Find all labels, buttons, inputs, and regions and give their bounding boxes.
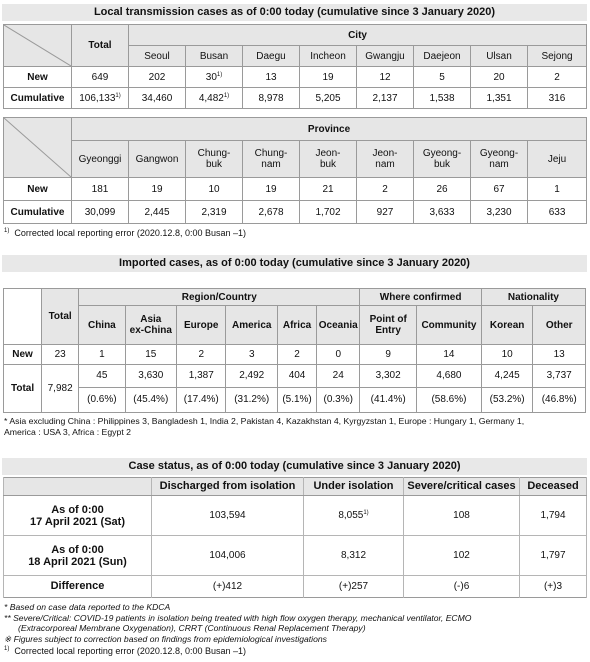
city-name: Daejeon [414, 46, 471, 67]
imported-column-name: Africa [277, 306, 316, 345]
imported-percent: (45.4%) [133, 394, 169, 405]
city-cumulative-value: 34,460 [129, 88, 186, 109]
imported-corner-cell [4, 289, 42, 345]
imported-count: 2,492 [226, 365, 277, 388]
local-corner-cell [4, 25, 72, 67]
city-name: Daegu [243, 46, 300, 67]
imported-count: 4,245 [482, 365, 533, 388]
city-cumulative-value: 1,538 [414, 88, 471, 109]
city-name: Sejong [528, 46, 587, 67]
imported-title: Imported cases, as of 0:00 today (cumulative since 3 January 2020) [2, 255, 587, 272]
city-cumulative-value: 2,137 [357, 88, 414, 109]
local-city-header: City [129, 25, 587, 46]
city-new-value: 20 [471, 67, 528, 88]
province-new-value: 67 [471, 178, 528, 201]
province-cumulative-value: 2,445 [129, 201, 186, 224]
row-label-total: Total [4, 365, 42, 413]
region-header: Region/Country [79, 289, 360, 306]
province-new-value: 19 [243, 178, 300, 201]
status-corner-cell [4, 478, 152, 496]
difference-label: Difference [4, 576, 152, 598]
province-cumulative-value: 1,702 [300, 201, 357, 224]
local-table [3, 24, 587, 109]
city-new-value: 5 [414, 67, 471, 88]
row-label-cumulative: Cumulative [4, 88, 72, 109]
province-new-value: 181 [72, 178, 129, 201]
row-label-new: New [4, 178, 72, 201]
imported-column-name: Community [417, 306, 482, 345]
imported-column-name: China [79, 306, 125, 345]
province-new-value: 1 [528, 178, 587, 201]
imported-percent: (41.4%) [370, 394, 406, 405]
imported-percent: (0.3%) [323, 394, 353, 405]
status-deceased-value: 1,797 [520, 536, 587, 576]
status-note-2: ** Severe/Critical: COVID-19 patients in isolation being treated with high flow oxygen therapy, mechanical ventilator, ECMO [4, 612, 472, 623]
imported-new-value: 1 [79, 345, 125, 365]
status-footnote: $^{1)}$ Corrected local reporting error (2020.12.8, 0:00 Busan –1) [4, 646, 246, 656]
city-cumulative-value: 5,205 [300, 88, 357, 109]
imported-total-value [277, 365, 316, 413]
imported-new-value: 13 [533, 345, 586, 365]
imported-count: 3,630 [126, 365, 177, 388]
status-row-label: As of 0:00 18 April 2021 (Sun) [4, 536, 152, 576]
province-name: Chung- nam [243, 141, 300, 178]
province-name: Jeju [528, 141, 587, 178]
local-title: Local transmission cases as of 0:00 today (cumulative since 3 January 2020) [2, 4, 587, 21]
province-cumulative-value: 30,099 [72, 201, 129, 224]
province-name: Gyeong- buk [414, 141, 471, 178]
status-severe-value: 108 [404, 496, 520, 536]
imported-new-value: 15 [125, 345, 177, 365]
status-header-discharged: Discharged from isolation [152, 478, 304, 496]
city-new-value: 13 [243, 67, 300, 88]
imported-column-name: America [226, 306, 278, 345]
row-label-new: New [4, 67, 72, 88]
status-row-difference [4, 576, 587, 598]
imported-count: 3,302 [360, 365, 416, 388]
nationality-header: Nationality [481, 289, 585, 306]
status-table [3, 477, 587, 598]
imported-new-value: 9 [360, 345, 417, 365]
imported-percent: (0.6%) [87, 394, 117, 405]
imported-percent: (5.1%) [282, 394, 312, 405]
imported-count: 3,737 [533, 365, 585, 388]
province-new-value: 19 [129, 178, 186, 201]
imported-total-value [481, 365, 533, 413]
imported-footnote: * Asia excluding China : Philippines 3, Bangladesh 1, India 2, Pakistan 4, Kazakhstan 4, Kyrgyzstan 1, Europe : Hungary 1, Germany 1, America : USA 3, Africa : Egypt 2 [4, 416, 525, 437]
status-header-severe: Severe/critical cases [404, 478, 520, 496]
imported-column-name: Oceania [317, 306, 360, 345]
imported-new-value: 3 [226, 345, 278, 365]
imported-column-name: Point of Entry [360, 306, 417, 345]
status-severe-value: 102 [404, 536, 520, 576]
city-cumulative-value: 4,482$^{1)}$ [186, 88, 243, 109]
city-new-value: 30$^{1)}$ [186, 67, 243, 88]
imported-column-name: Europe [177, 306, 226, 345]
imported-total-header: Total [42, 289, 79, 345]
imported-total-value [125, 365, 177, 413]
local-total-cumulative: 106,133$^{1)}$ [72, 88, 129, 109]
difference-severe: (-)6 [404, 576, 520, 598]
province-new-value: 26 [414, 178, 471, 201]
status-deceased-value: 1,794 [520, 496, 587, 536]
province-cumulative-value: 3,230 [471, 201, 528, 224]
local-total-new: 649 [72, 67, 129, 88]
status-header-deceased: Deceased [520, 478, 587, 496]
imported-percent: (53.2%) [489, 394, 525, 405]
province-cumulative-value: 927 [357, 201, 414, 224]
city-name: Gwangju [357, 46, 414, 67]
imported-total-value [533, 365, 586, 413]
province-cumulative-value: 2,678 [243, 201, 300, 224]
diagonal-line-icon [4, 25, 71, 66]
province-header: Province [72, 118, 587, 141]
imported-column-name: Asia ex-China [125, 306, 177, 345]
imported-table [3, 288, 586, 413]
city-name: Seoul [129, 46, 186, 67]
imported-percent: (58.6%) [431, 394, 467, 405]
imported-total-value [79, 365, 125, 413]
imported-count: 404 [278, 365, 316, 388]
imported-count: 1,387 [177, 365, 225, 388]
local-total-header: Total [72, 25, 129, 67]
status-row-label: As of 0:00 17 April 2021 (Sat) [4, 496, 152, 536]
status-header-under: Under isolation [304, 478, 404, 496]
status-under-value: 8,312 [304, 536, 404, 576]
province-corner-cell [4, 118, 72, 178]
province-cumulative-value: 2,319 [186, 201, 243, 224]
imported-total-value [317, 365, 360, 413]
status-row-17 [4, 496, 587, 536]
imported-percent: (17.4%) [183, 394, 219, 405]
status-discharged-value: 103,594 [152, 496, 304, 536]
status-discharged-value: 104,006 [152, 536, 304, 576]
imported-new-value: 0 [317, 345, 360, 365]
difference-discharged: (+)412 [152, 576, 304, 598]
province-new-value: 21 [300, 178, 357, 201]
status-notes [4, 602, 471, 644]
city-new-value: 12 [357, 67, 414, 88]
imported-new-value: 2 [277, 345, 316, 365]
status-note-3: (Extracorporeal Membrane Oxygenation), CRRT (Continuous Renal Replacement Therapy) [18, 623, 366, 633]
difference-deceased: (+)3 [520, 576, 587, 598]
city-name: Ulsan [471, 46, 528, 67]
imported-total-value [417, 365, 482, 413]
province-name: Gyeonggi [72, 141, 129, 178]
city-name: Incheon [300, 46, 357, 67]
status-note-1: * Based on case data reported to the KDCA [4, 602, 171, 612]
status-row-18 [4, 536, 587, 576]
province-name: Gyeong- nam [471, 141, 528, 178]
city-name: Busan [186, 46, 243, 67]
imported-column-name: Korean [481, 306, 533, 345]
province-new-value: 2 [357, 178, 414, 201]
city-new-value: 2 [528, 67, 587, 88]
imported-column-name: Other [533, 306, 586, 345]
city-new-value: 19 [300, 67, 357, 88]
status-note-4: ※ Figures subject to correction based on findings from epidemiological investigations [4, 633, 327, 644]
province-name: Gangwon [129, 141, 186, 178]
imported-total-new: 23 [42, 345, 79, 365]
province-name: Jeon- buk [300, 141, 357, 178]
city-cumulative-value: 1,351 [471, 88, 528, 109]
imported-new-value: 14 [417, 345, 482, 365]
province-cumulative-value: 633 [528, 201, 587, 224]
city-cumulative-value: 316 [528, 88, 587, 109]
imported-new-value: 10 [481, 345, 533, 365]
imported-percent: (31.2%) [234, 394, 270, 405]
province-name: Chung- buk [186, 141, 243, 178]
local-footnote: $^{1)}$ Corrected local reporting error (2020.12.8, 0:00 Busan –1) [4, 228, 246, 238]
status-title: Case status, as of 0:00 today (cumulative since 3 January 2020) [2, 458, 587, 475]
difference-under: (+)257 [304, 576, 404, 598]
imported-total-value [360, 365, 417, 413]
where-header: Where confirmed [360, 289, 482, 306]
row-label-cumulative: Cumulative [4, 201, 72, 224]
city-new-value: 202 [129, 67, 186, 88]
province-cumulative-value: 3,633 [414, 201, 471, 224]
row-label-new: New [4, 345, 42, 365]
province-name: Jeon- nam [357, 141, 414, 178]
city-cumulative-value: 8,978 [243, 88, 300, 109]
province-new-value: 10 [186, 178, 243, 201]
imported-count: 4,680 [417, 365, 481, 388]
imported-total-total: 7,982 [42, 365, 79, 413]
status-under-value: 8,055$^{1)}$ [304, 496, 404, 536]
diagonal-line-icon [4, 118, 71, 177]
imported-count: 45 [79, 365, 124, 388]
imported-total-value [226, 365, 278, 413]
province-table [3, 117, 587, 224]
imported-total-value [177, 365, 226, 413]
imported-new-value: 2 [177, 345, 226, 365]
imported-count: 24 [317, 365, 359, 388]
imported-percent: (46.8%) [541, 394, 577, 405]
